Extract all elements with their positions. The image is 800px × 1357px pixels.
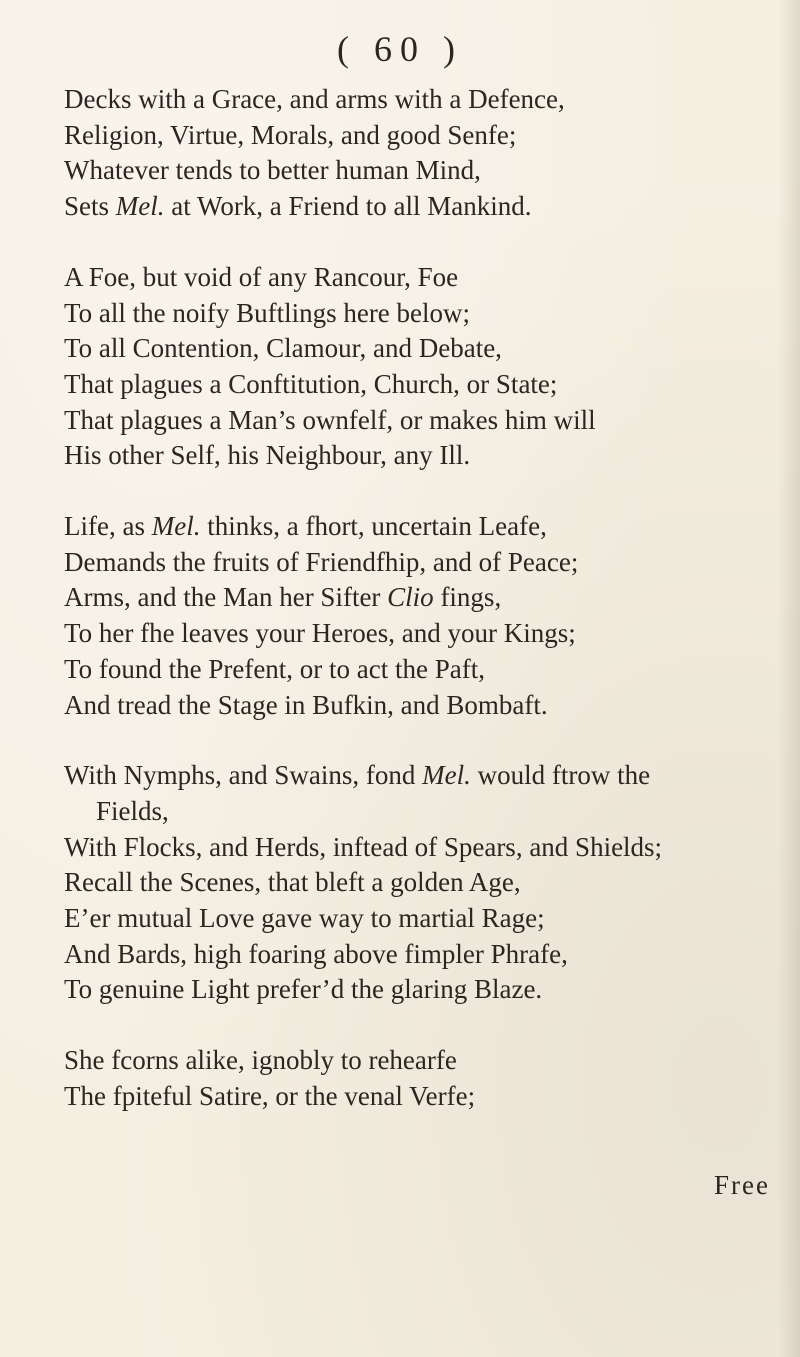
poem-line: She fcorns alike, ignobly to rehearfe xyxy=(64,1045,457,1076)
stanza-2 xyxy=(64,260,784,474)
poem-line: Sets Mel. at Work, a Friend to all Mankind. xyxy=(64,191,532,222)
poem-line: That plagues a Man’s ownfelf, or makes him will xyxy=(64,404,596,435)
poem-line-continuation: Fields, xyxy=(96,795,169,826)
poem-line: Demands the fruits of Friendfhip, and of Peace; xyxy=(64,546,579,577)
poem-line: Arms, and the Man her Sifter Clio fings, xyxy=(64,582,502,613)
poem-line: Decks with a Grace, and arms with a Defence, xyxy=(64,84,565,114)
poem-line: That plagues a Conftitution, Church, or State; xyxy=(64,368,558,399)
poem-line: Religion, Virtue, Morals, and good Senfe; xyxy=(64,119,517,150)
poem-line: Recall the Scenes, that bleft a golden Age, xyxy=(64,867,521,898)
poem-line: And tread the Stage in Bufkin, and Bombaft. xyxy=(64,689,548,720)
page-number: ( 60 ) xyxy=(337,29,463,69)
stanza-1 xyxy=(64,82,784,225)
poem-line: Life, as Mel. thinks, a fhort, uncertain Leafe, xyxy=(64,511,547,542)
catchword: Free xyxy=(714,1170,770,1200)
poem-line: With Flocks, and Herds, inftead of Spears, and Shields; xyxy=(64,831,663,862)
poem-line: E’er mutual Love gave way to martial Rage; xyxy=(64,903,545,934)
poem-line: The fpiteful Satire, or the venal Verfe; xyxy=(64,1080,476,1111)
poem-line: To all the noify Buftlings here below; xyxy=(64,297,471,328)
poem-line: To found the Prefent, or to act the Paft, xyxy=(64,653,485,684)
poem-line: To all Contention, Clamour, and Debate, xyxy=(64,333,502,364)
poem-line: A Foe, but void of any Rancour, Foe xyxy=(64,261,459,292)
stanza-4 xyxy=(64,758,784,1008)
stanza-5 xyxy=(64,1043,784,1114)
poem-line: To her fhe leaves your Heroes, and your Kings; xyxy=(64,618,576,649)
poem-line: And Bards, high foaring above fimpler Phrafe, xyxy=(64,938,568,969)
stanza-3 xyxy=(64,509,784,723)
poem-line: His other Self, his Neighbour, any Ill. xyxy=(64,440,471,471)
poem-line: With Nymphs, and Swains, fond Mel. would ftrow the xyxy=(64,760,651,791)
poem-body xyxy=(64,82,784,1115)
poem-line: Whatever tends to better human Mind, xyxy=(64,155,481,186)
poem-line: To genuine Light prefer’d the glaring Blaze. xyxy=(64,974,543,1005)
